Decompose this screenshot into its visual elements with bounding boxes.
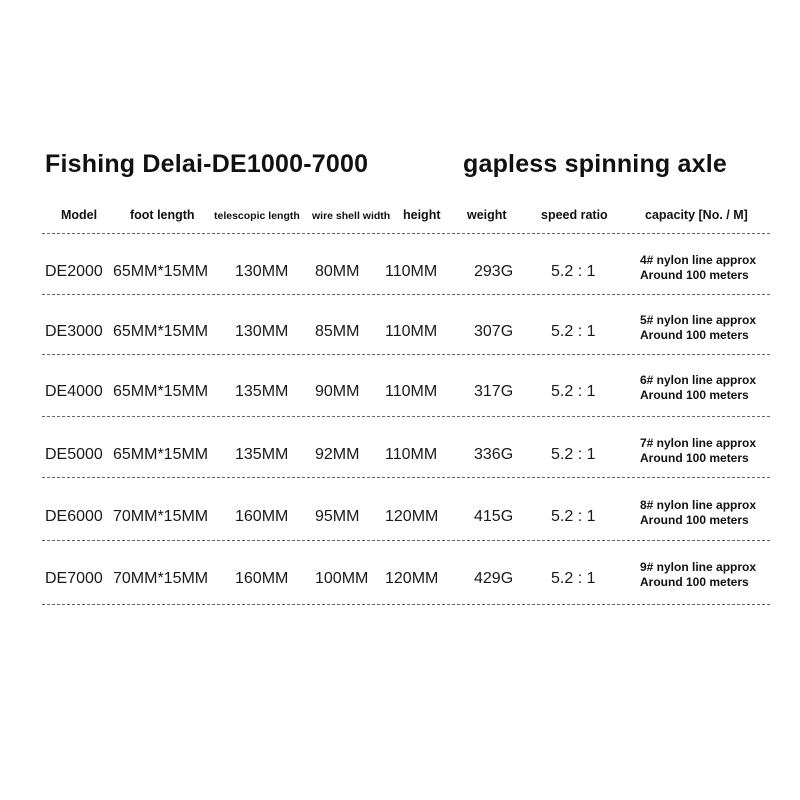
cell-foot-length: 65MM*15MM <box>113 383 209 400</box>
cell-telescopic-length: 160MM <box>235 570 289 587</box>
cell-foot-length: 65MM*15MM <box>113 263 209 280</box>
header-height: height <box>403 208 441 222</box>
cell-model: DE7000 <box>45 570 103 587</box>
capacity-line-1: 8# nylon line approx <box>640 498 757 512</box>
cell-height: 120MM <box>385 508 439 525</box>
cell-capacity <box>640 436 756 466</box>
cell-speed-ratio: 5.2 : 1 <box>551 263 596 280</box>
cell-weight: 336G <box>474 446 514 463</box>
cell-telescopic-length: 130MM <box>235 323 289 340</box>
cell-telescopic-length: 130MM <box>235 263 289 280</box>
page-title-right: gapless spinning axle <box>463 150 728 178</box>
page-title-left: Fishing Delai-DE1000-7000 <box>45 150 369 178</box>
cell-speed-ratio: 5.2 : 1 <box>551 446 596 463</box>
capacity-line-2: Around 100 meters <box>640 575 749 589</box>
cell-capacity <box>640 253 756 283</box>
cell-model: DE3000 <box>45 323 103 340</box>
cell-model: DE2000 <box>45 263 103 280</box>
cell-wire-shell-width: 95MM <box>315 508 360 525</box>
cell-weight: 415G <box>474 508 514 525</box>
cell-weight: 307G <box>474 323 514 340</box>
divider <box>42 233 770 234</box>
cell-telescopic-length: 135MM <box>235 446 289 463</box>
capacity-line-2: Around 100 meters <box>640 388 749 402</box>
header-foot-length: foot length <box>130 208 195 222</box>
cell-height: 110MM <box>385 323 438 340</box>
header-wire-shell-width: wire shell width <box>312 210 391 222</box>
header-speed-ratio: speed ratio <box>541 208 608 222</box>
cell-telescopic-length: 135MM <box>235 383 289 400</box>
cell-speed-ratio: 5.2 : 1 <box>551 508 596 525</box>
cell-height: 110MM <box>385 263 438 280</box>
cell-wire-shell-width: 90MM <box>315 383 360 400</box>
capacity-line-2: Around 100 meters <box>640 328 749 342</box>
cell-wire-shell-width: 92MM <box>315 446 360 463</box>
cell-foot-length: 65MM*15MM <box>113 446 209 463</box>
table-row <box>0 363 800 423</box>
header-weight: weight <box>467 208 507 222</box>
capacity-line-2: Around 100 meters <box>640 513 749 527</box>
cell-speed-ratio: 5.2 : 1 <box>551 323 596 340</box>
cell-height: 120MM <box>385 570 439 587</box>
cell-wire-shell-width: 85MM <box>315 323 360 340</box>
header-capacity: capacity [No. / M] <box>645 208 748 222</box>
table-row <box>0 303 800 363</box>
cell-foot-length: 65MM*15MM <box>113 323 209 340</box>
cell-model: DE6000 <box>45 508 103 525</box>
table-row <box>0 243 800 303</box>
cell-speed-ratio: 5.2 : 1 <box>551 570 596 587</box>
cell-model: DE4000 <box>45 383 103 400</box>
capacity-line-1: 9# nylon line approx <box>640 560 757 574</box>
capacity-line-1: 5# nylon line approx <box>640 313 757 327</box>
cell-wire-shell-width: 100MM <box>315 570 369 587</box>
cell-foot-length: 70MM*15MM <box>113 570 209 587</box>
capacity-line-2: Around 100 meters <box>640 451 749 465</box>
cell-weight: 317G <box>474 383 514 400</box>
table-row <box>0 488 800 548</box>
capacity-line-1: 7# nylon line approx <box>640 436 757 450</box>
cell-wire-shell-width: 80MM <box>315 263 360 280</box>
header-telescopic-length: telescopic length <box>214 210 300 222</box>
cell-capacity <box>640 313 756 343</box>
cell-speed-ratio: 5.2 : 1 <box>551 383 596 400</box>
header-model: Model <box>61 208 98 222</box>
capacity-line-1: 6# nylon line approx <box>640 373 757 387</box>
cell-capacity <box>640 498 756 528</box>
cell-weight: 293G <box>474 263 514 280</box>
cell-height: 110MM <box>385 383 438 400</box>
capacity-line-2: Around 100 meters <box>640 268 749 282</box>
cell-telescopic-length: 160MM <box>235 508 289 525</box>
capacity-line-1: 4# nylon line approx <box>640 253 757 267</box>
table-row <box>0 550 800 610</box>
table-row <box>0 426 800 486</box>
cell-height: 110MM <box>385 446 438 463</box>
cell-capacity <box>640 373 756 403</box>
cell-weight: 429G <box>474 570 514 587</box>
cell-capacity <box>640 560 756 590</box>
cell-model: DE5000 <box>45 446 103 463</box>
cell-foot-length: 70MM*15MM <box>113 508 209 525</box>
